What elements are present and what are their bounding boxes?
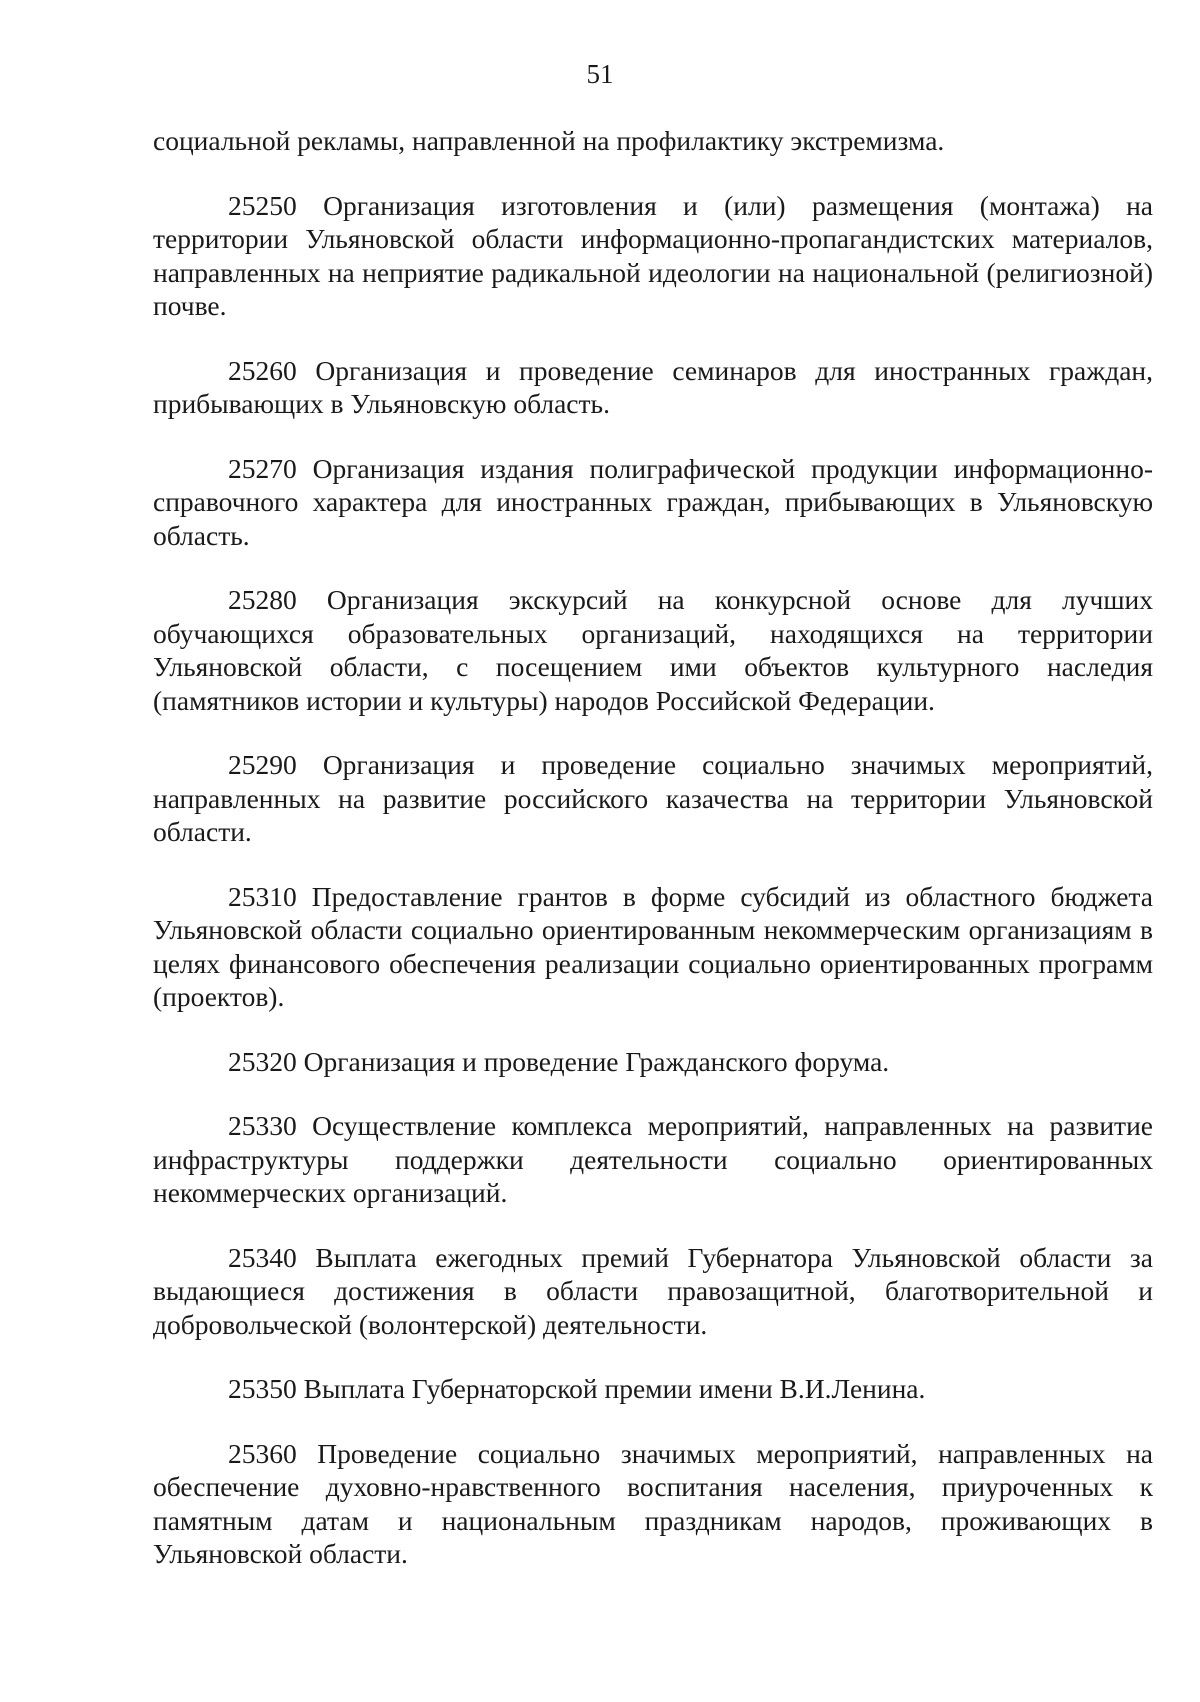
- paragraph-25270: 25270 Организация издания полиграфической продукции информационно-справочного характера для иностранных граждан, прибывающих в Ульяновскую область.: [153, 452, 1153, 551]
- paragraph-25360: 25360 Проведение социально значимых мероприятий, направленных на обеспечение духовно-нравственного воспитания населения, приуроченных к памятным датам и национальным праздникам народов, проживающих в Ульяновской области.: [153, 1437, 1153, 1569]
- paragraph-25320: 25320 Организация и проведение Гражданского форума.: [228, 1045, 890, 1077]
- paragraph-25250: 25250 Организация изготовления и (или) размещения (монтажа) на территории Ульяновской области информационно-пропагандистских материалов, направленных на неприятие радикальной идеологии на национальной (религиозной) почве.: [153, 189, 1153, 321]
- paragraph-25310: 25310 Предоставление грантов в форме субсидий из областного бюджета Ульяновской области социально ориентированным некоммерческим организациям в целях финансового обеспечения реализации социально ориентированных программ (проектов).: [153, 880, 1153, 1012]
- page-number: 51: [586, 59, 614, 89]
- paragraph-25350: 25350 Выплата Губернаторской премии имени В.И.Ленина.: [228, 1373, 926, 1404]
- paragraph-25260: 25260 Организация и проведение семинаров для иностранных граждан, прибывающих в Ульяновскую область.: [153, 354, 1153, 419]
- document-body: [153, 124, 1153, 1602]
- paragraph-25340: 25340 Выплата ежегодных премий Губернатора Ульяновской области за выдающиеся достижения в области правозащитной, благотворительной и добровольческой (волонтерской) деятельности.: [153, 1241, 1153, 1340]
- paragraph-25290: 25290 Организация и проведение социально значимых мероприятий, направленных на развитие российского казачества на территории Ульяновской области.: [153, 749, 1153, 847]
- paragraph-25330: 25330 Осуществление комплекса мероприятий, направленных на развитие инфраструктуры поддержки деятельности социально ориентированных некоммерческих организаций.: [153, 1110, 1153, 1208]
- paragraph-25280: 25280 Организация экскурсий на конкурсной основе для лучших обучающихся образовательных организаций, находящихся на территории Ульяновской области, с посещением ими объектов культурного наследия (памятников истории и культуры) народов Российской Федерации.: [153, 584, 1153, 716]
- paragraph-continuation: социальной рекламы, направленной на профилактику экстремизма.: [153, 125, 945, 156]
